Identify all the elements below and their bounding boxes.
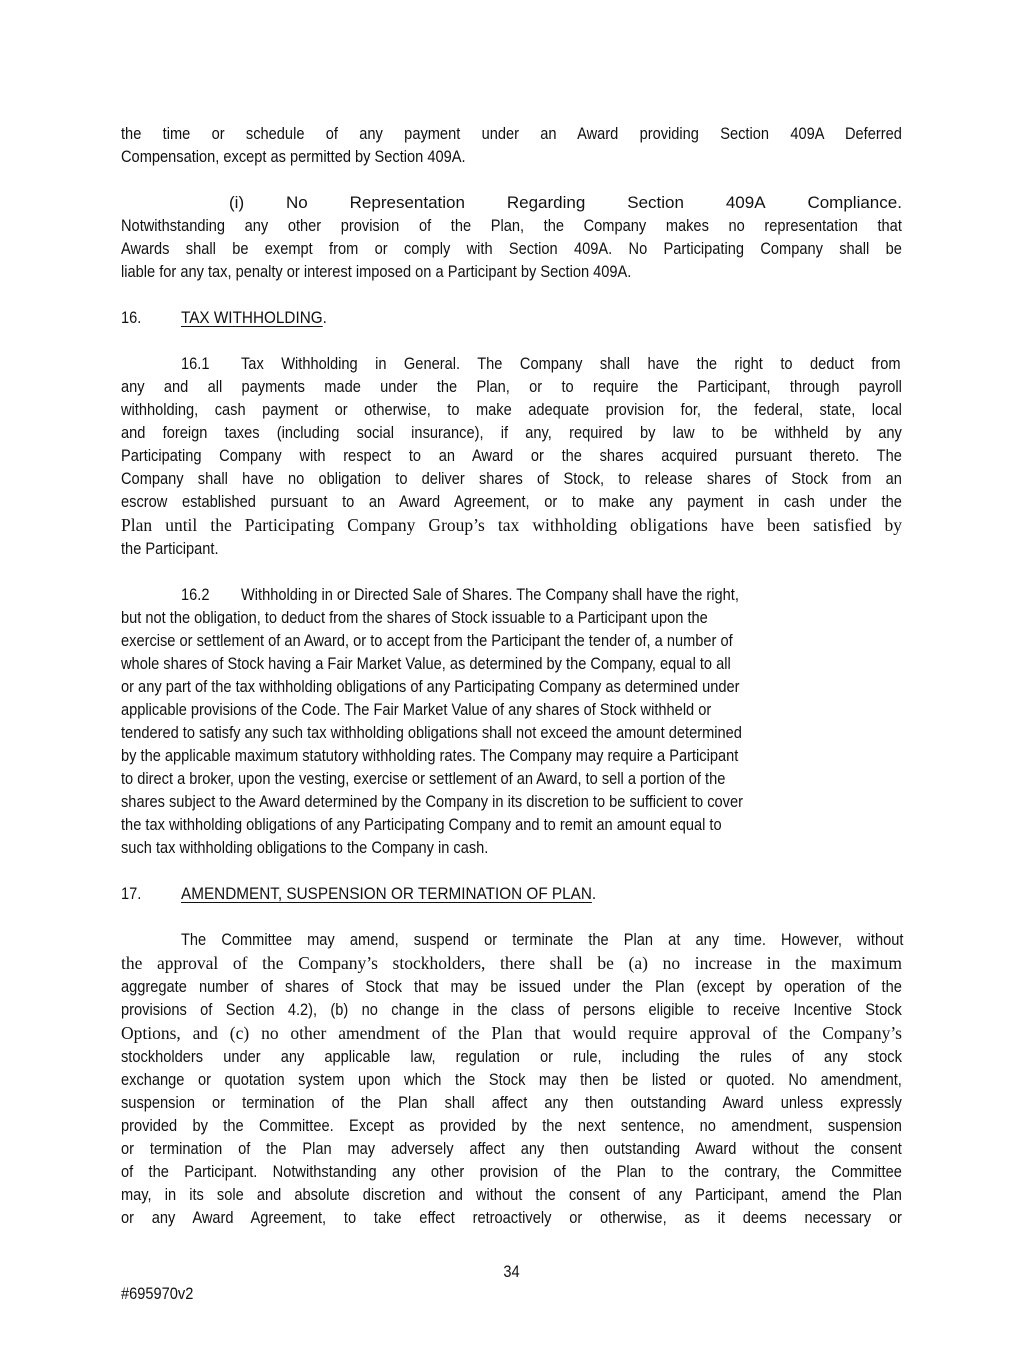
- section-17-heading: [121, 882, 642, 905]
- paragraph-line: Withholding in or Directed Sale of Shares. The Company shall have the right,: [241, 585, 739, 604]
- paragraph-line: provisions of Section 4.2), (b) no change in the class of persons eligible to receive Incentive Stock: [121, 1000, 902, 1019]
- subsection-number: 16.1: [181, 354, 210, 373]
- subsection-label: (i): [229, 193, 245, 212]
- paragraph-line: may, in its sole and absolute discretion and without the consent of any Participant, amend the Plan: [121, 1185, 902, 1204]
- paragraph-line: the Participant.: [121, 539, 219, 558]
- paragraph-line: Participating Company with respect to an Award or the shares acquired pursuant thereto. The: [121, 446, 902, 465]
- paragraph-line: stockholders under any applicable law, regulation or rule, including the rules of any stock: [121, 1047, 902, 1066]
- section-number: 16.: [121, 308, 142, 327]
- paragraph-line: Tax Withholding in General. The Company shall have the right to deduct from: [241, 354, 901, 373]
- section-title: TAX WITHHOLDING: [181, 308, 323, 327]
- section-title-suffix: .: [322, 308, 327, 327]
- paragraph-line: of the Participant. Notwithstanding any other provision of the Plan to the contrary, the Committee: [121, 1162, 902, 1181]
- paragraph-line: Options, and (c) no other amendment of the Plan that would require approval of the Company’s: [121, 1023, 902, 1043]
- paragraph-line: whole shares of Stock having a Fair Market Value, as determined by the Company, equal to all: [121, 654, 731, 673]
- paragraph-line: withholding, cash payment or otherwise, to make adequate provision for, the federal, state, local: [121, 400, 902, 419]
- paragraph-line: but not the obligation, to deduct from the shares of Stock issuable to a Participant upon the: [121, 608, 708, 627]
- paragraph-line: any and all payments made under the Plan, or to require the Participant, through payroll: [121, 377, 902, 396]
- paragraph-line: Plan until the Participating Company Group’s tax withholding obligations have been satisfied by: [121, 515, 902, 535]
- heading-word: Regarding: [506, 193, 586, 212]
- subsection-i-heading: [121, 191, 902, 214]
- paragraph-line: Notwithstanding any other provision of the Plan, the Company makes no representation that: [121, 216, 902, 235]
- paragraph-line: escrow established pursuant to an Award Agreement, or to make any payment in cash under the: [121, 492, 902, 511]
- section-title: AMENDMENT, SUSPENSION OR TERMINATION OF PLAN: [181, 884, 592, 903]
- paragraph-line: aggregate number of shares of Stock that may be issued under the Plan (except by operation of the: [121, 977, 902, 996]
- paragraph-line: shares subject to the Award determined by the Company in its discretion to be sufficient to cover: [121, 792, 743, 811]
- heading-word: No: [286, 193, 308, 212]
- paragraph-line: the tax withholding obligations of any Participating Company and to remit an amount equal to: [121, 815, 722, 834]
- heading-word: Compliance.: [807, 193, 902, 212]
- paragraph-line: or any part of the tax withholding obligations of any Participating Company as determined under: [121, 677, 740, 696]
- paragraph-line: The Committee may amend, suspend or terminate the Plan at any time. However, without: [181, 930, 904, 949]
- heading-word: 409A: [725, 193, 766, 212]
- paragraph-line: the time or schedule of any payment under an Award providing Section 409A Deferred: [121, 124, 902, 143]
- paragraph-line: Awards shall be exempt from or comply with Section 409A. No Participating Company shall be: [121, 239, 902, 258]
- paragraph-line: applicable provisions of the Code. The Fair Market Value of any shares of Stock withheld or: [121, 700, 712, 719]
- paragraph-line: Company shall have no obligation to deliver shares of Stock, to release shares of Stock from an: [121, 469, 902, 488]
- paragraph-line: tendered to satisfy any such tax withholding obligations shall not exceed the amount determined: [121, 723, 742, 742]
- paragraph-line: such tax withholding obligations to the Company in cash.: [121, 838, 489, 857]
- page-number: 34: [503, 1262, 520, 1281]
- paragraph-line: or termination of the Plan may adversely affect any then outstanding Award without the consent: [121, 1139, 902, 1158]
- paragraph-line: Compensation, except as permitted by Section 409A.: [121, 147, 466, 166]
- paragraph-line: exercise or settlement of an Award, or to accept from the Participant the tender of, a number of: [121, 631, 733, 650]
- paragraph-line: provided by the Committee. Except as provided by the next sentence, no amendment, suspension: [121, 1116, 902, 1135]
- paragraph-line: exchange or quotation system upon which the Stock may then be listed or quoted. No amendment,: [121, 1070, 902, 1089]
- paragraph-line: or any Award Agreement, to take effect retroactively or otherwise, as it deems necessary or: [121, 1208, 902, 1227]
- paragraph-line: the approval of the Company’s stockholders, there shall be (a) no increase in the maximum: [121, 953, 902, 973]
- heading-word: Representation: [349, 193, 465, 212]
- subsection-number: 16.2: [181, 585, 210, 604]
- section-title-suffix: .: [591, 884, 597, 903]
- paragraph-line: by the applicable maximum statutory withholding rates. The Company may require a Participant: [121, 746, 739, 765]
- section-number: 17.: [121, 884, 142, 903]
- section-16-heading: [121, 306, 343, 329]
- document-id: #695970v2: [121, 1284, 194, 1303]
- paragraph-line: liable for any tax, penalty or interest imposed on a Participant by Section 409A.: [121, 262, 632, 281]
- paragraph-line: to direct a broker, upon the vesting, exercise or settlement of an Award, to sell a portion of the: [121, 769, 726, 788]
- paragraph-line: suspension or termination of the Plan shall affect any then outstanding Award unless expressly: [121, 1093, 902, 1112]
- heading-word: Section: [627, 193, 684, 212]
- paragraph-line: and foreign taxes (including social insurance), if any, required by law to be withheld by any: [121, 423, 902, 442]
